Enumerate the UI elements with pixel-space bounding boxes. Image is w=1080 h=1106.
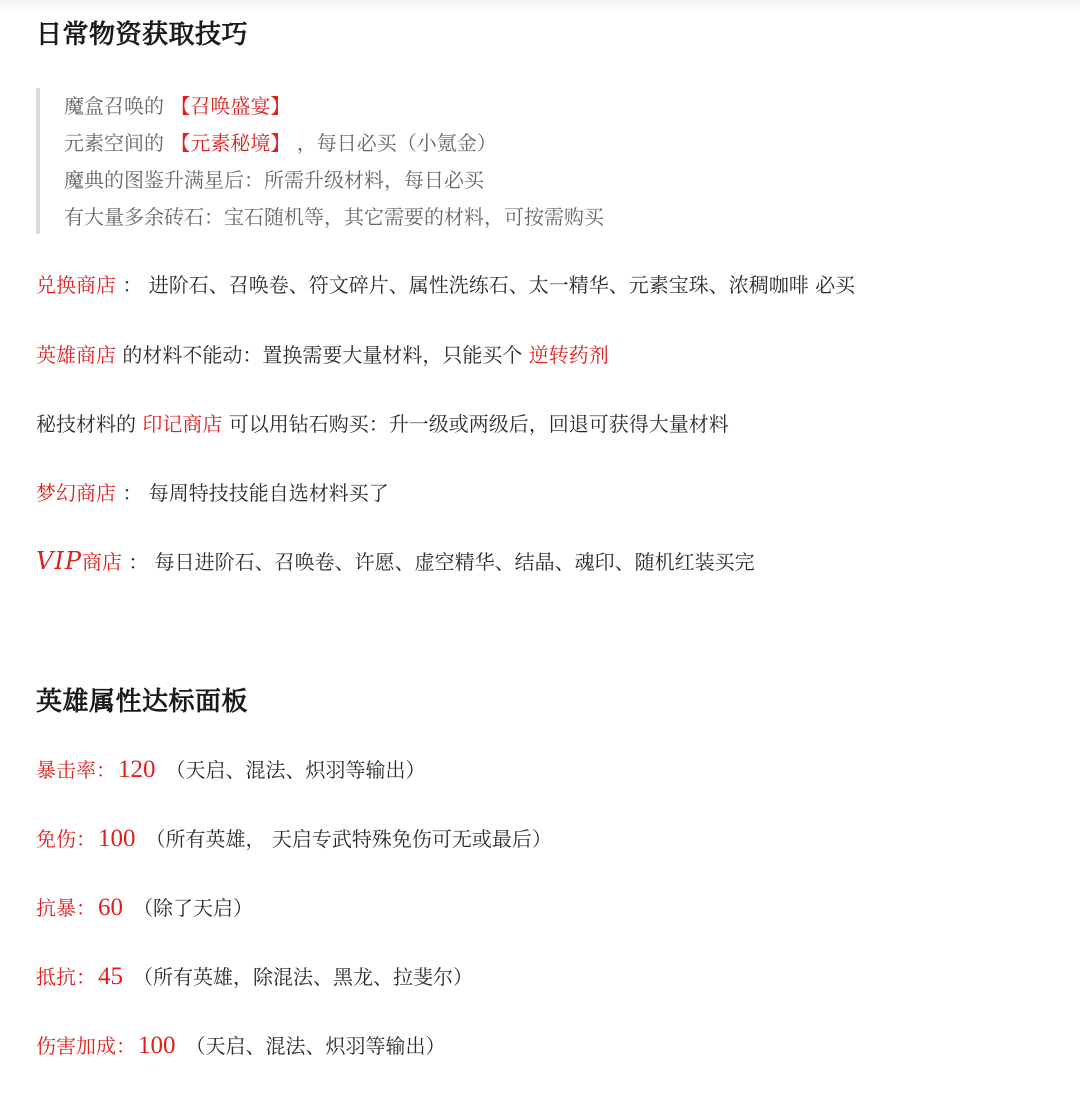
stat-note: （除了天启）: [133, 896, 253, 920]
stat-value: 60: [98, 894, 123, 921]
shop-line-exchange: [36, 270, 1056, 300]
quote-highlight: 【元素秘境】: [170, 131, 291, 155]
shop-line-dream: [36, 478, 1056, 508]
section-title-daily-resources: 日常物资获取技巧: [36, 20, 249, 50]
stat-note: （所有英雄， 天启专武特殊免伤可无或最后）: [145, 827, 552, 851]
stat-label: 抵抗：: [36, 965, 96, 989]
quote-text: ，每日必买（小氪金）: [290, 131, 497, 155]
quote-text: 元素空间的: [64, 131, 171, 155]
shop-name: 英雄商店: [36, 343, 116, 367]
stat-label: 暴击率：: [36, 758, 116, 782]
tips-blockquote: [36, 88, 964, 234]
stat-label: 抗暴：: [36, 896, 96, 920]
shop-line-mark: [36, 409, 1056, 439]
stat-line: [36, 755, 1056, 785]
shop-name: 兑换商店: [36, 273, 116, 297]
shop-desc: ： 进阶石、召唤卷、符文碎片、属性洗练石、太一精华、元素宝珠、浓稠咖啡 必买: [116, 273, 856, 297]
section-title-hero-stats: 英雄属性达标面板: [36, 687, 249, 717]
quote-line: [64, 125, 964, 162]
shop-line-vip: [36, 546, 1056, 577]
quote-highlight: 【召唤盛宴】: [170, 94, 291, 118]
shop-desc: 可以用钻石购买：升一级或两级后，回退可获得大量材料: [222, 412, 729, 436]
shop-desc: ： 每日进阶石、召唤卷、许愿、虚空精华、结晶、魂印、随机红装买完: [121, 550, 755, 574]
stat-note: （所有英雄，除混法、黑龙、拉斐尔）: [133, 965, 473, 989]
quote-text: 魔盒召唤的: [64, 94, 171, 118]
shop-name: 商店: [81, 550, 122, 574]
shop-desc: 的材料不能动：置换需要大量材料，只能买个: [116, 343, 529, 367]
stat-line: [36, 962, 1056, 992]
stat-line: [36, 893, 1056, 923]
quote-line: [64, 162, 964, 199]
stat-label: 免伤：: [36, 827, 96, 851]
stat-note: （天启、混法、炽羽等输出）: [165, 758, 426, 782]
stat-line: [36, 824, 1056, 854]
stat-label: 伤害加成：: [36, 1034, 136, 1058]
top-bar: [0, 0, 1080, 12]
stat-value: 120: [118, 756, 156, 783]
quote-text: 有大量多余砖石：宝石随机等，其它需要的材料，可按需购买: [64, 205, 604, 229]
stat-value: 100: [98, 825, 136, 852]
shop-line-hero: [36, 340, 1056, 370]
stat-line: [36, 1031, 1056, 1061]
item-name-reversal-potion: 逆转药剂: [528, 343, 609, 367]
shop-desc: 秘技材料的: [36, 412, 143, 436]
shop-name: 印记商店: [142, 412, 223, 436]
quote-text: 魔典的图鉴升满星后：所需升级材料，每日必买: [64, 168, 484, 192]
shop-desc: ： 每周特技技能自选材料买了: [116, 481, 389, 505]
stat-value: 45: [98, 963, 123, 990]
quote-line: [64, 88, 964, 125]
shop-name: 梦幻商店: [36, 481, 116, 505]
vip-label: VIP: [36, 547, 82, 575]
stat-note: （天启、混法、炽羽等输出）: [185, 1034, 446, 1058]
quote-line: [64, 199, 964, 236]
stat-value: 100: [138, 1032, 176, 1059]
